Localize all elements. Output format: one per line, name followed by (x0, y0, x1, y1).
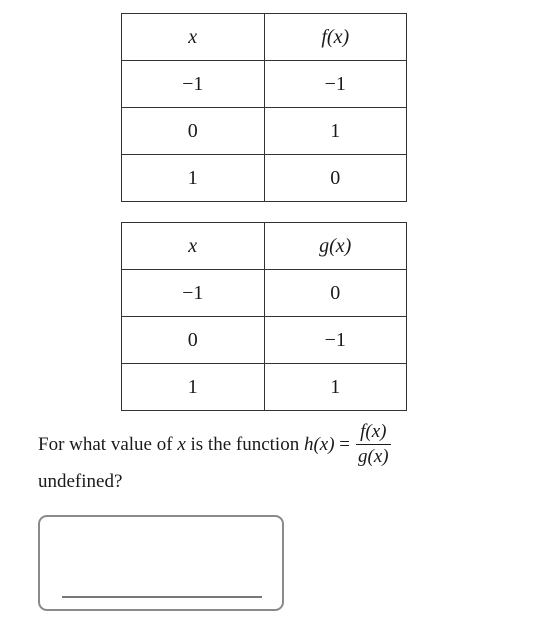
question-variable: x (177, 434, 186, 455)
question-suffix: undefined? (38, 471, 123, 492)
fraction-denominator: g(x) (358, 446, 389, 467)
fraction-numerator: f(x) (360, 421, 387, 442)
question-middle: is the function (190, 434, 300, 455)
question-line (38, 421, 518, 468)
fx-cell: −1 (264, 61, 407, 108)
question-prefix: For what value of (38, 434, 173, 455)
x-cell: −1 (122, 270, 265, 317)
f-value-table (121, 13, 407, 202)
equals-sign: = (339, 434, 351, 455)
x-cell: 1 (122, 364, 265, 411)
question-text (38, 421, 518, 495)
fx-cell: 1 (264, 108, 407, 155)
answer-input[interactable] (38, 515, 284, 611)
table-header-row (122, 14, 407, 61)
table-row (122, 270, 407, 317)
fx-column-header: f(x) (264, 14, 407, 61)
fx-cell: 0 (264, 155, 407, 202)
function-fraction (356, 421, 391, 468)
gx-cell: 1 (264, 364, 407, 411)
x-column-header: x (122, 223, 265, 270)
gx-cell: −1 (264, 317, 407, 364)
gx-cell: 0 (264, 270, 407, 317)
table-row (122, 317, 407, 364)
gx-column-header: g(x) (264, 223, 407, 270)
x-cell: −1 (122, 61, 265, 108)
table-header-row (122, 223, 407, 270)
table-row (122, 108, 407, 155)
table-row (122, 155, 407, 202)
x-cell: 0 (122, 108, 265, 155)
x-cell: 0 (122, 317, 265, 364)
function-lhs: h(x) (303, 434, 335, 455)
x-column-header: x (122, 14, 265, 61)
table-row (122, 61, 407, 108)
x-cell: 1 (122, 155, 265, 202)
answer-underline (62, 596, 262, 598)
table-row (122, 364, 407, 411)
g-value-table (121, 222, 407, 411)
